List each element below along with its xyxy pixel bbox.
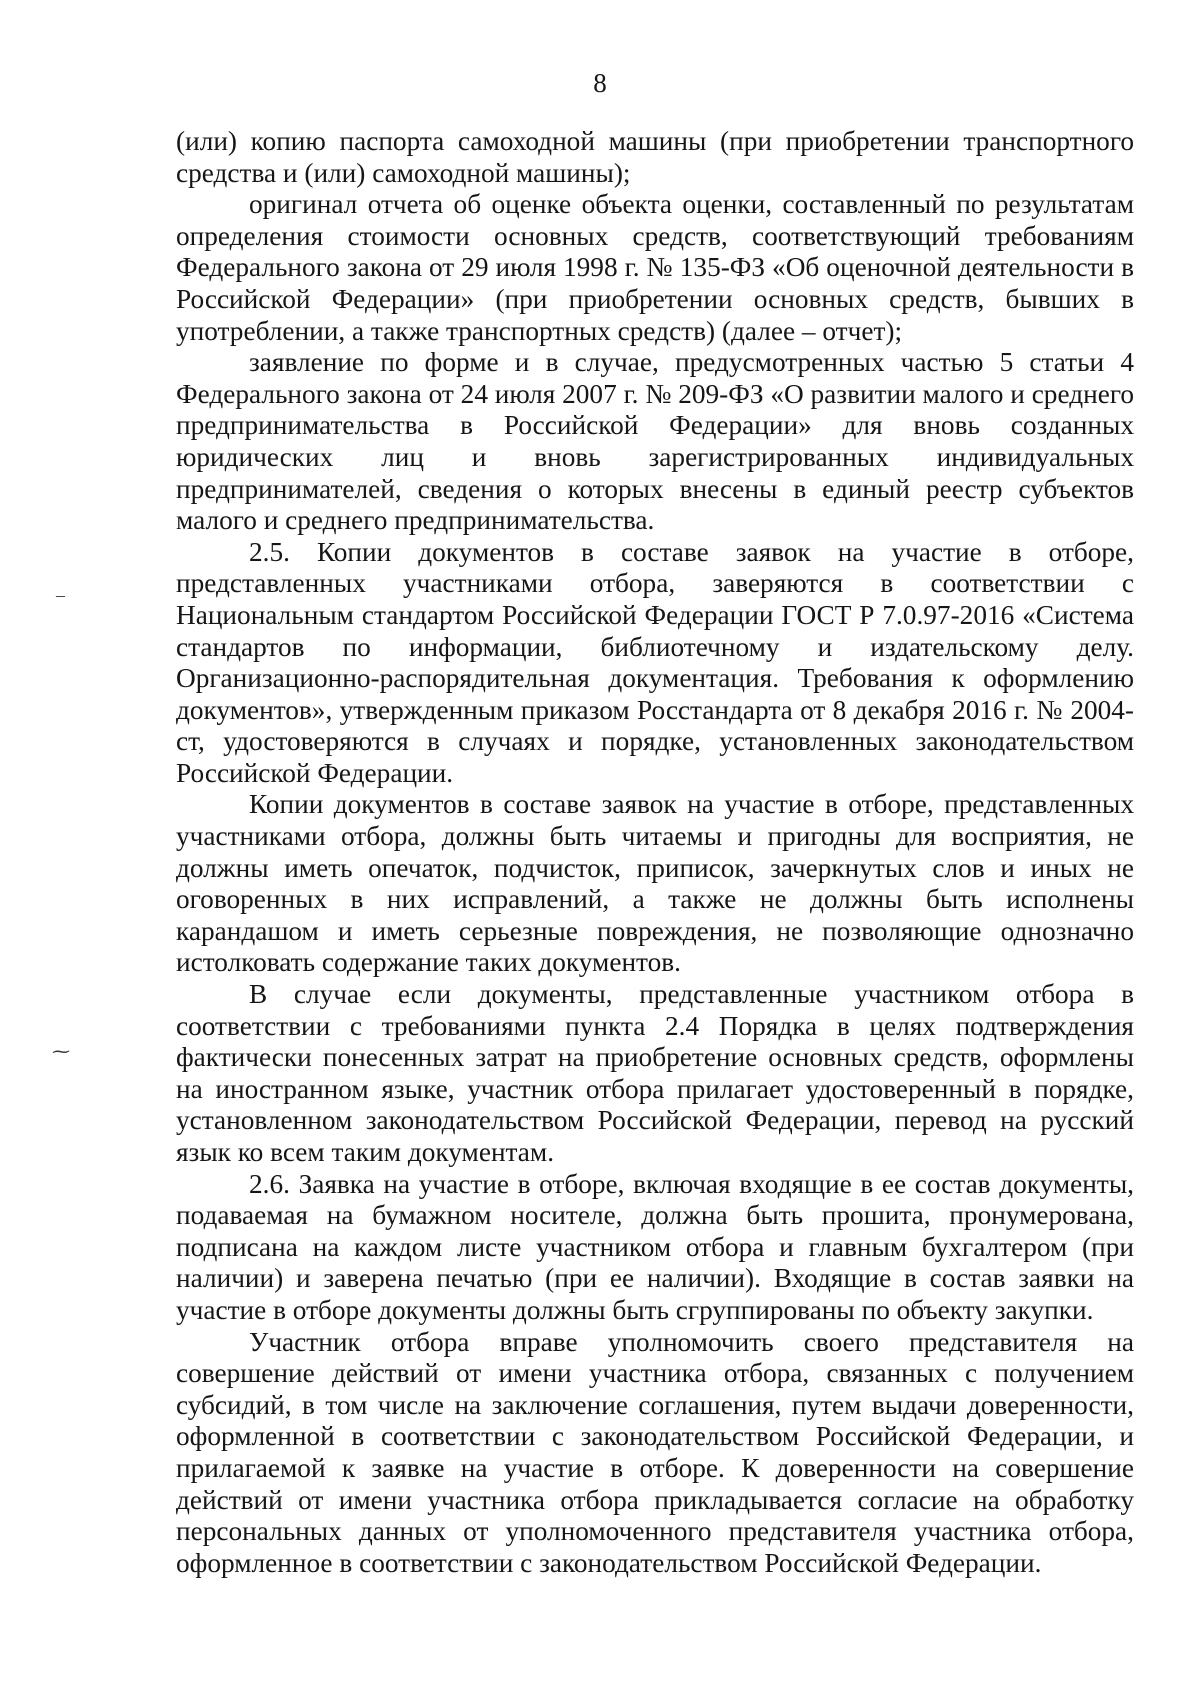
margin-mark: – (56, 585, 65, 605)
paragraph-valuation-report: оригинал отчета об оценке объекта оценки, составленный по результатам определения стоимости основных средств, соответствующий требованиям Федерального закона от 29 июля 1998 г. № 135-ФЗ «Об оценочной деятельности в Российской Федерации» (при приобретении основных средств, бывших в употреблении, а также транспортных средств) (далее – отчет); (176, 189, 1134, 346)
paragraph-foreign-language: В случае если документы, представленные участником отбора в соответствии с требованиями пункта 2.4 Порядка в целях подтверждения фактически понесенных затрат на приобретение основных средств, оформлены на иностранном языке, участник отбора прилагает удостоверенный в порядке, установленном законодательством Российской Федерации, перевод на русский язык ко всем таким документам. (176, 979, 1134, 1167)
margin-mark: ⁓ (52, 1041, 70, 1061)
page-number: 8 (593, 68, 607, 98)
paragraph-clause-2-6: 2.6. Заявка на участие в отборе, включая входящие в ее состав документы, подаваемая на бумажном носителе, должна быть прошита, пронумерована, подписана на каждом листе участником отбора и главным бухгалтером (при наличии) и заверена печатью (при ее наличии). Входящие в состав заявки на участие в отборе документы должны быть сгруппированы по объекту закупки. (176, 1168, 1134, 1325)
paragraph-clause-2-5: 2.5. Копии документов в составе заявок на участие в отборе, представленных участниками отбора, заверяются в соответствии с Национальным стандартом Российской Федерации ГОСТ Р 7.0.97-2016 «Система стандартов по информации, библиотечному и издательскому делу. Организационно-распорядительная документация. Требования к оформлению документов», утвержденным приказом Росстандарта от 8 декабря 2016 г. № 2004-ст, удостоверяются в случаях и порядке, установленных законодательством Российской Федерации. (176, 536, 1134, 788)
paragraph-passport-copy: (или) копию паспорта самоходной машины (при приобретении транспортного средства и (или) самоходной машины); (176, 126, 1134, 188)
document-body (176, 126, 1134, 1579)
paragraph-copy-requirements: Копии документов в составе заявок на участие в отборе, представленных участниками отбора, должны быть читаемы и пригодны для восприятия, не должны иметь опечаток, подчисток, приписок, зачеркнутых слов и иных не оговоренных в них исправлений, а также не должны быть исполнены карандашом и иметь серьезные повреждения, не позволяющие однозначно истолковать содержание таких документов. (176, 789, 1134, 978)
paragraph-representative: Участник отбора вправе уполномочить своего представителя на совершение действий от имени участника отбора, связанных с получением субсидий, в том числе на заключение соглашения, путем выдачи доверенности, оформленной в соответствии с законодательством Российской Федерации, и прилагаемой к заявке на участие в отборе. К доверенности на совершение действий от имени участника отбора прикладывается согласие на обработку персональных данных от уполномоченного представителя участника отбора, оформленное в соответствии с законодательством Российской Федерации. (176, 1326, 1134, 1578)
paragraph-application-form: заявление по форме и в случае, предусмотренных частью 5 статьи 4 Федерального закона от 24 июля 2007 г. № 209-ФЗ «О развитии малого и среднего предпринимательства в Российской Федерации» для вновь созданных юридических лиц и вновь зарегистрированных индивидуальных предпринимателей, сведения о которых внесены в единый реестр субъектов малого и среднего предпринимательства. (176, 347, 1134, 536)
